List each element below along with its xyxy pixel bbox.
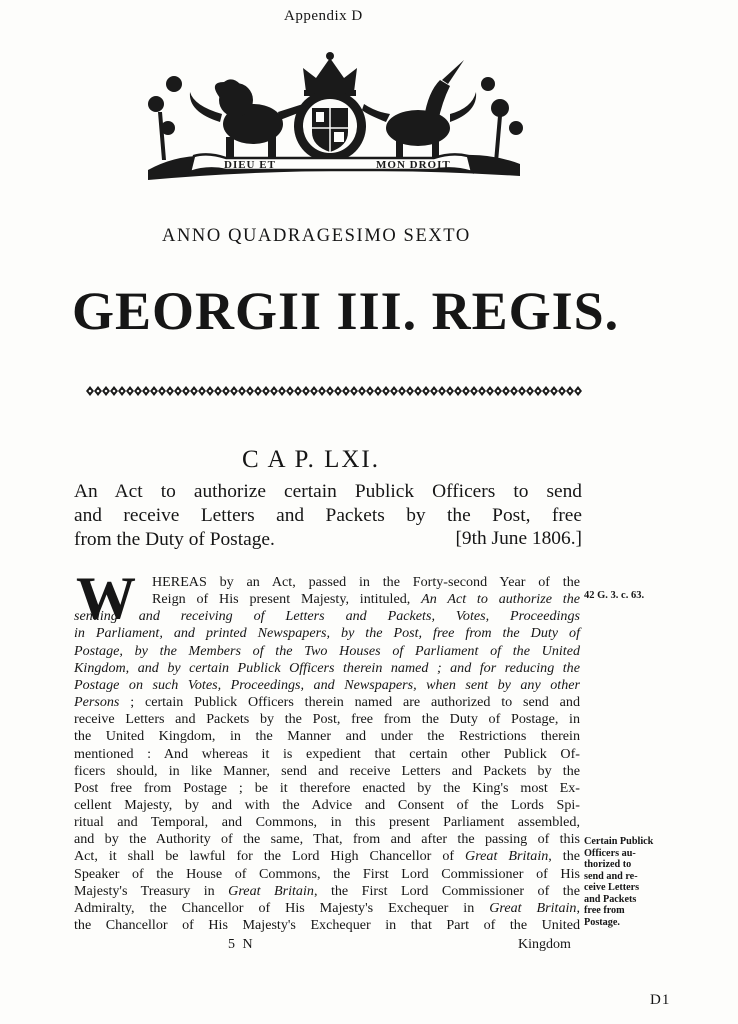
body-line [74,643,580,660]
body-line [74,763,580,780]
body-line [74,831,580,848]
act-title-line: and receive Letters and Packets by the Post, free [74,505,582,526]
body-text-span: Reign of His present Majesty, intituled, [152,591,422,608]
body-text-span: Speaker of the House of Commons, the First Lord Commissioner of His [74,865,580,882]
body-text-span: Great Britain [465,848,549,865]
act-title-line: from the Duty of Postage. [74,529,275,550]
body-text-span: Postage on such Votes, Proceedings, and Newspapers, when sent by any other [74,676,580,693]
svg-text:DIEU ET: DIEU ET [224,159,276,171]
body-text-span: Persons [74,694,120,711]
body-text-span: Post free from Postage ; be it therefore enacted by the King's most Ex- [74,779,580,796]
body-line [74,625,580,642]
body-line [74,711,580,728]
body-text-span: and by the Authority of the same, That, from and after the passing of this [74,831,580,848]
body-text-span: Majesty's Treasury in [74,882,229,899]
body-line [74,917,580,934]
body-line [152,591,580,608]
body-line [74,866,580,883]
body-line [74,694,580,711]
body-text-span: An Act to authorize the [421,591,580,608]
margin-citation: 42 G. 3. c. 63. [584,590,645,601]
body-text-span: mentioned : And whereas it is expedient that certain other Publick Of- [74,745,580,762]
body-text-span: the United Kingdom, in the Manner and under the Restrictions therein [74,728,580,745]
catchword: Kingdom [518,937,571,952]
regnal-year-line: ANNO QUADRAGESIMO SEXTO [162,226,471,246]
body-text-span: ritual and Temporal, and Commons, in this present Parliament assembled, [74,814,580,831]
ornamental-rule [86,386,582,396]
svg-text:MON DROIT: MON DROIT [376,159,451,171]
body-line [74,797,580,814]
drop-cap: W [76,565,136,631]
body-text-span: , the [548,848,581,865]
body-text-span: in Parliament, and printed Newspapers, by the Post, free from the Duty of [74,625,580,642]
body-line [152,574,580,591]
chapter-number: C A P. LXI. [242,446,381,473]
body-text-span: Kingdom, and by certain Publick Officers therein named ; and for reducing the [74,659,580,676]
margin-note-line: Certain Publick [584,836,654,847]
margin-note-line: thorized to [584,859,632,870]
page-identifier: D1 [650,992,671,1008]
body-text-span: the Chancellor of His Majesty's Exchequer in that Part of the United [74,917,580,933]
body-line [74,848,580,865]
body-line [74,814,580,831]
body-line [74,608,580,625]
body-text-span: , [576,899,580,916]
body-text-span: cellent Majesty, by and with the Advice and Consent of the Lords Spi- [74,796,580,813]
body-text-span: HEREAS by an Act, passed in the Forty-second Year of the [152,574,580,590]
body-text-span: Act, it shall be lawful for the Lord High Chancellor of [74,848,466,865]
regnal-title: GEORGII III. REGIS. [72,281,620,341]
body-line [74,746,580,763]
body-text-span: Admiralty, the Chancellor of His Majesty's Exchequer in [74,899,490,916]
act-title-line: An Act to authorize certain Publick Officers to send [74,481,582,502]
body-text-span: sending and receiving of Letters and Packets, Votes, Proceedings [74,608,580,625]
body-text-span: , the First Lord Commissioner of the [313,882,580,899]
margin-note-line: Officers au- [584,847,636,859]
margin-note-line: send and re- [584,870,638,882]
printer-signature-mark: 5 N [228,937,255,952]
act-date: [9th June 1806.] [455,528,582,549]
body-line [74,660,580,677]
body-text-span: ; certain Publick Officers therein named are authorized to send and [119,694,580,711]
royal-coat-of-arms [128,52,533,182]
margin-note-line: free from [584,905,625,916]
margin-note-line: Postage. [584,916,620,928]
margin-note [584,836,668,928]
body-line [74,677,580,694]
body-text-span: Great Britain [228,882,314,899]
body-text-span: ficers should, in like Manner, send and receive Letters and Packets by the [74,762,580,779]
margin-note-line: ceive Letters [584,882,640,893]
body-line [74,780,580,797]
body-line [74,883,580,900]
body-line [74,900,580,917]
body-text-span: Postage, by the Members of the Two Houses of Parliament of the United [74,642,580,659]
body-line [74,728,580,745]
body-text-span: receive Letters and Packets by the Post, free from the Duty of Postage, in [74,711,580,728]
margin-note-line: and Packets [584,893,637,905]
appendix-header: Appendix D [284,8,363,24]
body-text-span: Great Britain [489,899,577,916]
